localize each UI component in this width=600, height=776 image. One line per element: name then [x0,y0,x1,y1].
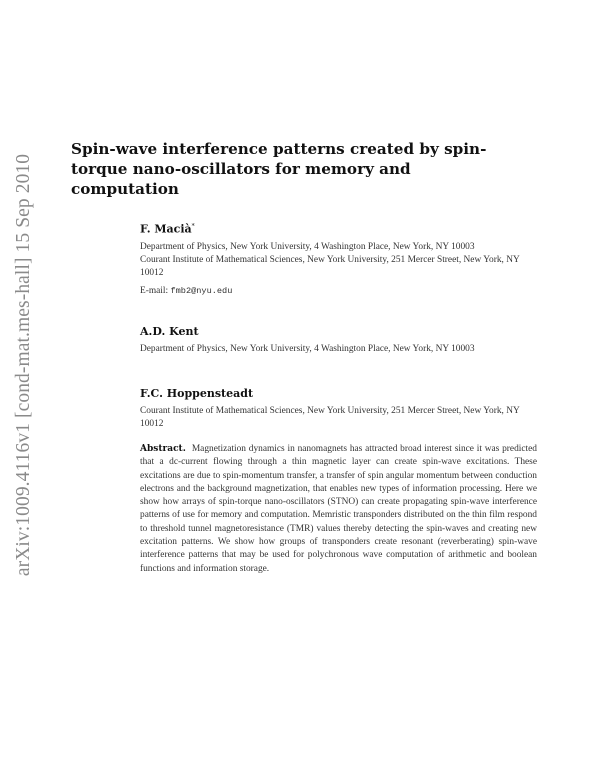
paper-title: Spin-wave interference patterns created by spin-torque nano-oscillators for memory and computation [71,140,487,198]
author-name: F.C. Hoppensteadt [140,387,254,400]
author-affiliation: Department of Physics, New York University, 4 Washington Place, New York, NY 10003 [140,241,475,252]
author-affiliation: Courant Institute of Mathematical Sciences, New York University, 251 Mercer Street, New York, NY 10012 [140,255,520,279]
arxiv-identifier-stamp [8,145,40,585]
author-block-hoppensteadt [140,387,540,432]
abstract-paragraph [140,443,537,576]
author-block-kent [140,325,540,356]
author-affiliation: Department of Physics, New York University, 4 Washington Place, New York, NY 10003 [140,344,475,354]
author-affiliation: Courant Institute of Mathematical Sciences, New York University, 251 Mercer Street, New York, NY 10012 [140,406,520,430]
author-email-line [140,285,540,298]
email-label: E-mail: [140,285,169,296]
author-name: F. Macià* [140,222,195,236]
abstract-label: Abstract. [140,444,186,454]
arxiv-stamp-text: arXiv:1009.4116v1 [cond-mat.mes-hall] 15 Sep 2010 [13,153,35,577]
corresponding-author-marker: * [191,223,195,230]
abstract-text: Magnetization dynamics in nanomagnets has attracted broad interest since it was predicted that a dc-current flowing through a thin magnetic layer can create spin-wave excitations. These excitations are due to spin-momentum transfer, a transfer of spin angular momentum between conduction electrons and the background magnetization, that enables new types of information processing. Here we show how arrays of spin-torque nano-oscillators (STNO) can create propagating spin-wave interference patterns of use for memory and computation. Memristic transponders distributed on the thin film respond to threshold tunnel magnetoresistance (TMR) values thereby detecting the spin-waves and creating new excitation patterns. We show how groups of transponders create resonant (reverberating) spin-wave interference patterns that may be used for polychronous wave computation of arithmetic and boolean functions and information storage. [140,444,537,574]
email-address-link[interactable]: fmb2@nyu.edu [170,285,233,296]
author-block-macia [140,220,540,298]
author-name: A.D. Kent [140,325,199,338]
